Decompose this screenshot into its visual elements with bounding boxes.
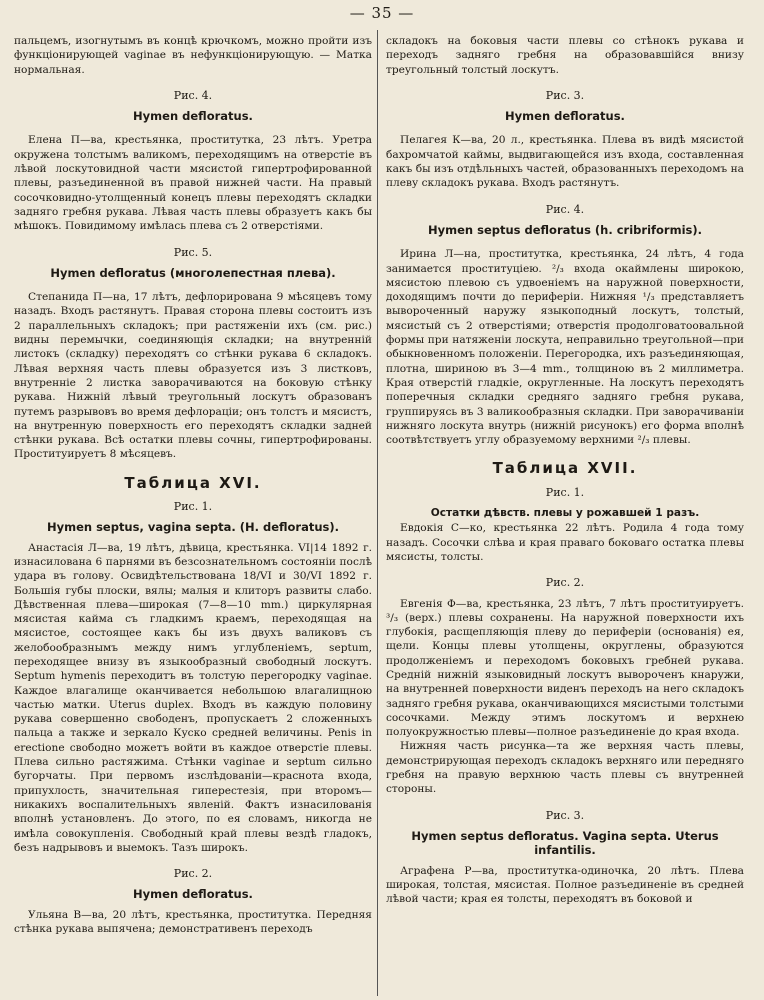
case-description: Евгенія Ф—ва, крестьянка, 23 лѣтъ, 7 лѣтъ проституируетъ. ³/₃ (верх.) плевы сохранены. На наружной поверхности ихъ глубокія, расщепляющія плеву до периферіи (основанія) ея, щели. Концы плевы утолщены, округлены, образуются продолженіемъ и переходомъ боковыхъ гребней рукава. Средній нижній языковидный лоскутъ вывороченъ кнаружи, на внутренней поверхности виденъ переходъ на него складокъ задняго гребня рукава, оканчивающихся мясистыми толстыми сосочками. Между этимъ лоскутомъ и верхнею полуокружностью плевы—полное разъединеніе до края входа. xyxy=(386,597,744,739)
page-number: — 35 — xyxy=(349,4,415,22)
case-description: Ирина Л—на, проститутка, крестьянка, 24 лѣтъ, 4 года занимается проституціею. ²/₃ входа окаймлены широкою, мясистою плевою съ удвоеніемъ на наружной поверхности, доходящимъ почти до периферіи. Нижняя ¹/₃ представляетъ вывороченный наружу языкоподный лоскутъ, толстый, мясистый съ 2 отверстіями; отверстія продолговатоовальной формы при натяженіи лоскута, неправильно треугольной—при обыкновенномъ положеніи. Перегородка, ихъ разъединяющая, плотна, шириною въ 3—4 mm., толщиною въ 2 миллиметра. Края отверстій гладкіе, округленные. На лоскутъ переходятъ поперечныя складки средняго задняго гребня рукава, группируясь въ 3 валикообразныя складки. При заворачиваніи нижняго лоскута внутрь (нижній рисунокъ) его форма вполнѣ соотвѣтствуетъ углу образуемому верхними ²/₃ плевы. xyxy=(386,248,744,447)
column-divider xyxy=(377,30,378,996)
continued-paragraph: пальцемъ, изогнутымъ въ концѣ крючкомъ, можно пройти изъ функціонирующей vaginae въ нефункціонирующую. — Матка нормальная. xyxy=(14,35,372,76)
figure-label: Рис. 2. xyxy=(545,576,585,590)
figure-heading: Hymen defloratus (многолепестная плева). xyxy=(50,265,336,280)
figure-heading: Hymen septus, vagina septa. (H. defloratus). xyxy=(46,520,340,535)
figure-label: Рис. 3. xyxy=(545,88,585,102)
case-description: Елена П—ва, крестьянка, проститутка, 23 лѣтъ. Уретра окружена толстымъ валикомъ, переходящимъ на отверстіе въ лѣвой лоскутовидной части мясистой гипертрофированной плевы, разъединенной въ правой нижней части. На правый сосочковидно-утолщенный конецъ плевы переходятъ складки задняго гребня рукава. Лѣвая часть плевы образуетъ какъ бы мѣшокъ. Повидимому имѣлась плева съ 2 отверстіями. xyxy=(14,134,372,233)
case-description: Ульяна В—ва, 20 лѣтъ, крестьянка, проститутка. Передняя стѣнка рукава выпячена; демонстративенъ переходъ xyxy=(14,908,372,936)
table-title: Таблица XVII. xyxy=(492,459,638,478)
case-description: Степанида П—на, 17 лѣтъ, дефлорирована 9 мѣсяцевъ тому назадъ. Входъ растянутъ. Правая сторона плевы состоитъ изъ 2 параллельныхъ складокъ; при растяженіи ихъ (см. рис.) видны перемычки, соединяющія складки; на внутренній листокъ (складку) переходятъ со стѣнки рукава 6 складокъ. Лѣвая верхняя часть плевы образуется изъ 3 листковъ, внутренніе 2 листка заворачиваются на боковую стѣнку рукава. Нижній лѣвый треугольный лоскутъ образованъ путемъ разрывовъ во время дефлораціи; онъ толстъ и мясистъ, на внутренную поверхность его переходятъ складки задней стѣнки рукава. Всѣ остатки плевы сочны, гипертрофированы. Проституируетъ 8 мѣсяцевъ. xyxy=(14,291,372,461)
case-description: Пелагея К—ва, 20 л., крестьянка. Плева въ видѣ мясистой бахромчатой каймы, выдвигающейся изъ входа, составленная какъ бы изъ отдѣльныхъ частей, образованныхъ переходомъ на плеву складокъ рукава. Входъ растянутъ. xyxy=(386,134,744,190)
figure-heading: Hymen septus defloratus (h. cribriformis). xyxy=(428,222,702,237)
figure-label: Рис. 1. xyxy=(545,485,585,499)
figure-label: Рис. 5. xyxy=(173,245,213,259)
figure-heading: Hymen defloratus. xyxy=(505,109,625,124)
figure-heading: Hymen septus defloratus. Vagina septa. Uterus infantilis. xyxy=(411,828,719,858)
case-description: Евдокія С—ко, крестьянка 22 лѣтъ. Родила 4 года тому назадъ. Сосочки слѣва и края праваго боковаго остатка плевы мясисты, толсты. xyxy=(386,522,744,563)
case-description: Нижняя часть рисунка—та же верхняя часть плевы, демонстрирующая переходъ складокъ верхняго или передняго гребня на правую верхнюю часть плевы съ внутренней стороны. xyxy=(386,740,744,796)
left-column xyxy=(14,34,372,936)
table-title: Таблица XVI. xyxy=(124,473,262,492)
figure-heading: Hymen defloratus. xyxy=(133,887,253,902)
right-column xyxy=(386,34,744,906)
figure-label: Рис. 3. xyxy=(545,808,585,822)
figure-label: Рис. 2. xyxy=(173,867,213,881)
figure-heading: Hymen defloratus. xyxy=(133,109,253,124)
case-description: Аграфена Р—ва, проститутка-одиночка, 20 лѣтъ. Плева широкая, толстая, мясистая. Полное разъединеніе въ средней лѣвой части; края ея толсты, переходятъ въ боковой и xyxy=(386,864,744,906)
figure-heading: Остатки дѣвств. плевы у рожавшей 1 разъ. xyxy=(430,507,700,520)
continued-paragraph: складокъ на боковыя части плевы со стѣнокъ рукава и переходъ задняго гребня на образовавшійся внизу треугольный толстый лоскутъ. xyxy=(386,35,744,76)
figure-label: Рис. 4. xyxy=(545,202,585,216)
figure-label: Рис. 1. xyxy=(173,500,213,514)
case-description: Анастасія Л—ва, 19 лѣтъ, дѣвица, крестьянка. VI|14 1892 г. изнасилована 6 парнями въ безсознательномъ состояніи послѣ удара въ голову. Освидѣтельствована 18/VI и 30/VI 1892 г. Большія губы плоски, вялы; малыя и клиторъ развиты слабо. Дѣвственная плева—широкая (7—8—10 mm.) циркулярная мясистая кайма съ гладкимъ краемъ, переходящая на мясистое, состоящее какъ бы изъ двухъ валиковъ съ желобообразнымъ между нимъ углубленіемъ, septum, переходящее внизу въ языкообразный свободный лоскутъ. Septum hymenis переходитъ въ толстую перегородку vaginae. Каждое влагалище оканчивается небольшою влагалищною частью матки. Uterus duplex. Входъ въ каждую половину рукава совершенно свободенъ, пропускаетъ 2 сложенныхъ пальца а также и зеркало Куско средней величины. Penis in erectione свободно можетъ войти въ каждое отверстіе плевы. Плева сильно растяжима. Стѣнки vaginae и septum сильно бугорчаты. При первомъ изслѣдованіи—краснота входа, припухлость, значительная гиперестезія, при второмъ—никакихъ воспалительныхъ явленій. Фактъ изнасилованія вполнѣ установленъ. До этого, по ея словамъ, никогда не имѣла совокупленія. Свободный край плевы вездѣ гладокъ, безъ надрывовъ и выемокъ. Тазъ широкъ. xyxy=(14,541,372,854)
figure-label: Рис. 4. xyxy=(173,88,213,102)
